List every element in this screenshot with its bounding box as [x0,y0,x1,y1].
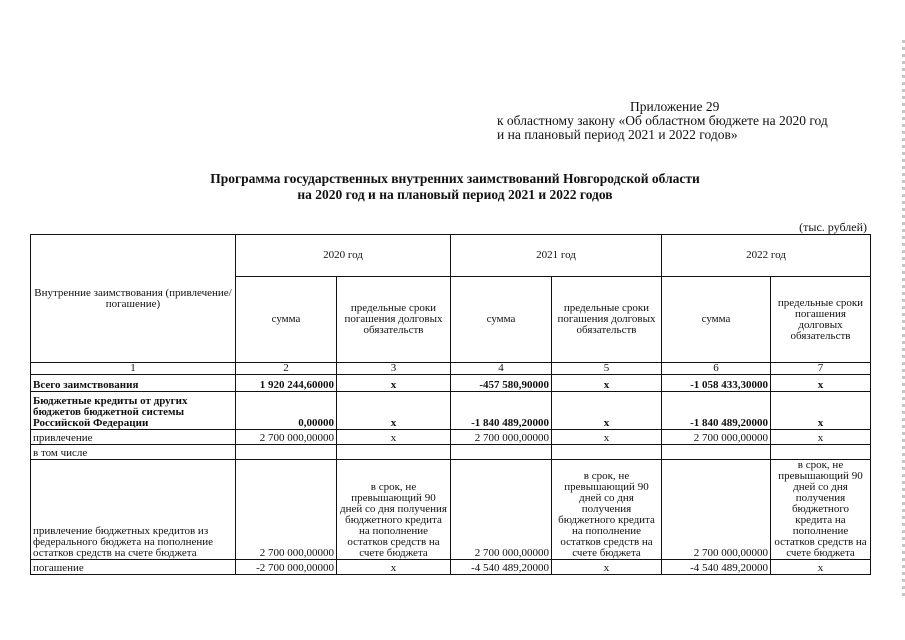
row-label: Бюджетные кредиты от других бюджетов бюджетной системы Российской Федерации [31,392,236,430]
term-2021: в срок, не превышающий 90 дней со дня получения бюджетного кредита на пополнение остатков средств на счете бюджета [552,460,662,560]
col-number: 7 [771,363,871,375]
empty-cell [337,445,451,460]
term-2021: х [552,430,662,445]
term-2020: х [337,375,451,392]
term-2020: х [337,392,451,430]
sum-2021: 2 700 000,00000 [451,460,552,560]
row-label: привлечение бюджетных кредитов из федерального бюджета на пополнение остатков средств на счете бюджета [31,460,236,560]
empty-cell [662,445,771,460]
annex-period-line: и на плановый период 2021 и 2022 годов» [497,127,738,142]
sum-2021: -1 840 489,20000 [451,392,552,430]
term-2022: х [771,375,871,392]
table-row-attraction [31,430,871,445]
sum-2020: -2 700 000,00000 [236,560,337,575]
row-label: погашение [31,560,236,575]
empty-cell [771,445,871,460]
sum-2022: 2 700 000,00000 [662,430,771,445]
col-number: 6 [662,363,771,375]
col-number: 4 [451,363,552,375]
annex-header [497,100,828,142]
term-2020: в срок, не превышающий 90 дней со дня получения бюджетного кредита на пополнение остатков средств на счете бюджета [337,460,451,560]
row-label: привлечение [31,430,236,445]
term-2020: х [337,560,451,575]
term-2022: х [771,392,871,430]
header-sum-2020: сумма [236,277,337,363]
empty-cell [552,445,662,460]
term-2021: х [552,560,662,575]
annex-law-line: к областному закону «Об областном бюджете на 2020 год [497,113,828,128]
header-year-2020: 2020 год [236,235,451,277]
header-sum-2021: сумма [451,277,552,363]
sum-2022: -1 840 489,20000 [662,392,771,430]
sum-2022: -4 540 489,20000 [662,560,771,575]
col-number: 3 [337,363,451,375]
table-row-including [31,445,871,460]
empty-cell [236,445,337,460]
table-row-federal-credits [31,460,871,560]
row-label: в том числе [31,445,236,460]
col-number: 5 [552,363,662,375]
header-year-2022: 2022 год [662,235,871,277]
col-number: 2 [236,363,337,375]
term-2021: х [552,392,662,430]
term-2022: х [771,560,871,575]
header-terms-2020: предельные сроки погашения долговых обязательств [337,277,451,363]
title-line-1: Программа государственных внутренних заимствований Новгородской области [210,171,700,186]
units-label: (тыс. рублей) [799,220,867,234]
table-row-total [31,375,871,392]
term-2022: х [771,430,871,445]
row-label: Всего заимствования [31,375,236,392]
document-title [150,171,760,203]
header-row-years [31,235,871,277]
header-sum-2022: сумма [662,277,771,363]
header-terms-2022: предельные сроки погашения долговых обязательств [771,277,871,363]
title-line-2: на 2020 год и на плановый период 2021 и 2022 годов [297,187,613,202]
term-2022: в срок, не превышающий 90 дней со дня получения бюджетного кредита на пополнение остатков средств на счете бюджета [771,460,871,560]
header-borrowings: Внутренние заимствования (привлечение/погашение) [31,235,236,363]
sum-2020: 1 920 244,60000 [236,375,337,392]
borrowing-program-table [30,234,871,575]
header-year-2021: 2021 год [451,235,662,277]
sum-2020: 2 700 000,00000 [236,460,337,560]
header-terms-2021: предельные сроки погашения долговых обязательств [552,277,662,363]
term-2021: х [552,375,662,392]
column-number-row [31,363,871,375]
sum-2021: -457 580,90000 [451,375,552,392]
sum-2022: -1 058 433,30000 [662,375,771,392]
table-row-repayment [31,560,871,575]
annex-number: Приложение 29 [630,99,720,114]
col-number: 1 [31,363,236,375]
sum-2020: 0,00000 [236,392,337,430]
empty-cell [451,445,552,460]
sum-2021: 2 700 000,00000 [451,430,552,445]
term-2020: х [337,430,451,445]
sum-2021: -4 540 489,20000 [451,560,552,575]
sum-2020: 2 700 000,00000 [236,430,337,445]
sum-2022: 2 700 000,00000 [662,460,771,560]
table-row-budget-credits [31,392,871,430]
